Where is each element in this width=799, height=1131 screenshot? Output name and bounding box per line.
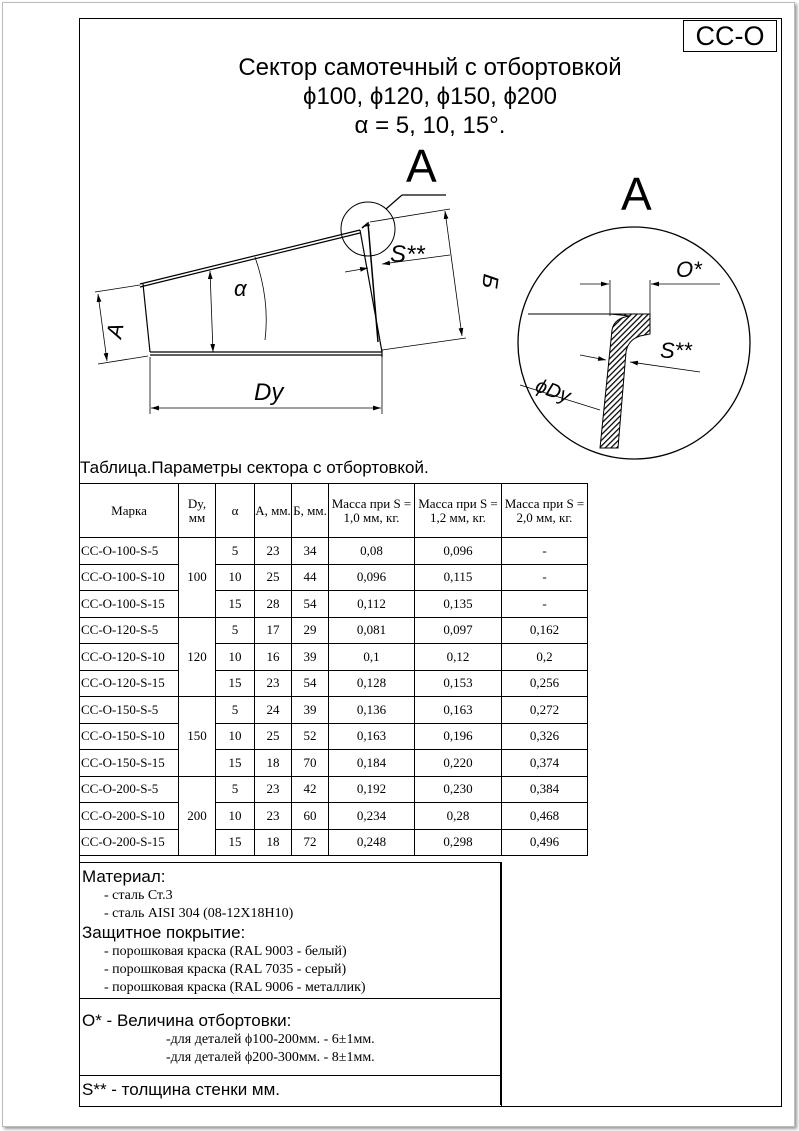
table-cell: 25 [255, 564, 292, 591]
table-header-cell: Масса при S = 1,2 мм, кг. [415, 484, 502, 538]
dy-cell: 200 [179, 776, 216, 856]
table-cell: 72 [292, 829, 329, 856]
table-cell: 28 [255, 591, 292, 618]
mark-cell: СС-О-100-S-10 [80, 564, 179, 591]
table-cell: 0,096 [329, 564, 415, 591]
table-cell: 15 [216, 670, 255, 697]
table-cell: 0,097 [415, 617, 502, 644]
table-cell: 0,196 [415, 723, 502, 750]
table-cell: 18 [255, 750, 292, 777]
dim-alpha-label: α [234, 276, 247, 301]
detail-view-a [518, 168, 750, 459]
table-cell: 42 [292, 776, 329, 803]
table-cell: 0,153 [415, 670, 502, 697]
table-cell: 15 [216, 750, 255, 777]
table-cell: 0,192 [329, 776, 415, 803]
table-row [80, 591, 588, 618]
table-cell: 0,115 [415, 564, 502, 591]
flange-list [80, 1031, 501, 1067]
table-cell: 23 [255, 670, 292, 697]
note-item: - сталь AISI 304 (08-12Х18Н10) [104, 906, 294, 921]
note-item: - порошковая краска (RAL 9003 - белый) [104, 944, 347, 959]
table-cell: 25 [255, 723, 292, 750]
table-cell: 34 [292, 538, 329, 565]
table-cell: 24 [255, 697, 292, 724]
mark-cell: СС-О-150-S-15 [80, 750, 179, 777]
table-cell: 0,184 [329, 750, 415, 777]
table-cell: 0,163 [415, 697, 502, 724]
table-row [80, 564, 588, 591]
mark-cell: СС-О-150-S-10 [80, 723, 179, 750]
table-cell: 60 [292, 803, 329, 830]
table-caption: Таблица.Параметры сектора с отбортовкой. [80, 458, 429, 477]
table-header-cell: Масса при S = 1,0 мм, кг. [329, 484, 415, 538]
table-cell: 0,28 [415, 803, 502, 830]
table-cell: 23 [255, 776, 292, 803]
note-item: - порошковая краска (RAL 7035 - серый) [104, 962, 347, 977]
table-cell: 15 [216, 829, 255, 856]
table-cell: 0,256 [502, 670, 588, 697]
coating-list [80, 943, 501, 997]
table-cell: 0,234 [329, 803, 415, 830]
material-title: Материал: [82, 867, 166, 886]
mark-cell: СС-О-120-S-10 [80, 644, 179, 671]
table-header-cell: Марка [80, 484, 179, 538]
table-cell: 0,135 [415, 591, 502, 618]
table-cell: 44 [292, 564, 329, 591]
mark-cell: СС-О-200-S-10 [80, 803, 179, 830]
dim-dy-label: Dy [254, 379, 284, 406]
dim-s-label: S** [390, 241, 425, 268]
dy-cell: 100 [179, 538, 216, 618]
table-header-cell: Масса при S = 2,0 мм, кг. [502, 484, 588, 538]
note-item: - порошковая краска (RAL 9006 - металлик) [104, 980, 366, 995]
detail-label-a: А [621, 168, 652, 220]
document-code: СС-О [683, 20, 777, 52]
table-cell: 39 [292, 644, 329, 671]
table-cell: 0,374 [502, 750, 588, 777]
table-cell: 70 [292, 750, 329, 777]
table-cell: 10 [216, 644, 255, 671]
table-cell: 0,136 [329, 697, 415, 724]
table-cell: 18 [255, 829, 292, 856]
table-cell: 5 [216, 776, 255, 803]
note-item: - сталь Ст.3 [104, 888, 173, 903]
table-row [80, 829, 588, 856]
table-row [80, 750, 588, 777]
table-row [80, 697, 588, 724]
table-cell: 0,081 [329, 617, 415, 644]
table-cell: - [502, 591, 588, 618]
table-cell: 0,096 [415, 538, 502, 565]
materials-notes [79, 862, 502, 999]
table-header-row [80, 484, 588, 538]
table-cell: 15 [216, 591, 255, 618]
mark-cell: СС-О-200-S-5 [80, 776, 179, 803]
table-row [80, 617, 588, 644]
table-row [80, 776, 588, 803]
table-cell: 29 [292, 617, 329, 644]
table-cell: 23 [255, 803, 292, 830]
mark-cell: СС-О-100-S-15 [80, 591, 179, 618]
title-line-3: α = 5, 10, 15°. [354, 112, 506, 139]
table-cell: 0,496 [502, 829, 588, 856]
table-cell: 0,128 [329, 670, 415, 697]
parameters-table [79, 483, 588, 856]
table-cell: - [502, 538, 588, 565]
table-cell: 10 [216, 564, 255, 591]
table-cell: 0,162 [502, 617, 588, 644]
table-cell: 23 [255, 538, 292, 565]
table-cell: 0,2 [502, 644, 588, 671]
table-row [80, 644, 588, 671]
flange-title: O* - Величина отбортовки: [82, 1011, 292, 1030]
mark-cell: СС-О-100-S-5 [80, 538, 179, 565]
dim-a-label: А [101, 321, 129, 340]
mark-cell: СС-О-120-S-15 [80, 670, 179, 697]
notes-divider [500, 862, 501, 1105]
table-cell: 10 [216, 723, 255, 750]
table-cell: 0,468 [502, 803, 588, 830]
table-header-cell: Dy, мм [179, 484, 216, 538]
mark-cell: СС-О-150-S-5 [80, 697, 179, 724]
table-cell: 16 [255, 644, 292, 671]
table-header-cell: Б, мм. [292, 484, 329, 538]
table-cell: 0,272 [502, 697, 588, 724]
detail-o-label: O* [676, 257, 702, 282]
table-cell: 5 [216, 538, 255, 565]
table-cell: 0,384 [502, 776, 588, 803]
note-item: -для деталей ϕ200-300мм. - 8±1мм. [166, 1050, 375, 1065]
dim-b-label: Б [477, 272, 504, 291]
table-cell: 39 [292, 697, 329, 724]
table-row [80, 723, 588, 750]
table-cell: 17 [255, 617, 292, 644]
table-cell: 52 [292, 723, 329, 750]
view-label-a: А [406, 140, 437, 192]
detail-dy-label: ϕDy [532, 374, 574, 408]
table-row [80, 670, 588, 697]
table-cell: 5 [216, 617, 255, 644]
sector-side-view [140, 195, 446, 357]
title-line-2: ϕ100, ϕ120, ϕ150, ϕ200 [303, 83, 557, 110]
note-item: -для деталей ϕ100-200мм. - 6±1мм. [166, 1032, 375, 1047]
table-cell: 0,230 [415, 776, 502, 803]
material-list [80, 887, 501, 923]
title-line-1: Сектор самотечный с отбортовкой [238, 54, 622, 81]
dy-cell: 150 [179, 697, 216, 777]
flange-notes [79, 998, 502, 1076]
detail-s-label: S** [660, 338, 692, 363]
mark-cell: СС-О-200-S-15 [80, 829, 179, 856]
wall-thickness-note: S** - толщина стенки мм. [82, 1080, 281, 1099]
drawing-labels [101, 140, 504, 406]
table-cell: - [502, 564, 588, 591]
table-row [80, 538, 588, 565]
table-cell: 0,112 [329, 591, 415, 618]
table-cell: 0,298 [415, 829, 502, 856]
table-header-cell: А, мм. [255, 484, 292, 538]
technical-drawing [0, 0, 799, 470]
dy-cell: 120 [179, 617, 216, 697]
mark-cell: СС-О-120-S-5 [80, 617, 179, 644]
wall-note [79, 1075, 502, 1107]
table-header-cell: α [216, 484, 255, 538]
table-cell: 0,12 [415, 644, 502, 671]
table-cell: 5 [216, 697, 255, 724]
table-cell: 10 [216, 803, 255, 830]
coating-title: Защитное покрытие: [82, 923, 246, 942]
table-cell: 0,163 [329, 723, 415, 750]
table-cell: 0,326 [502, 723, 588, 750]
table-cell: 0,1 [329, 644, 415, 671]
table-cell: 0,220 [415, 750, 502, 777]
table-cell: 54 [292, 591, 329, 618]
table-cell: 0,08 [329, 538, 415, 565]
table-cell: 54 [292, 670, 329, 697]
table-row [80, 803, 588, 830]
table-cell: 0,248 [329, 829, 415, 856]
